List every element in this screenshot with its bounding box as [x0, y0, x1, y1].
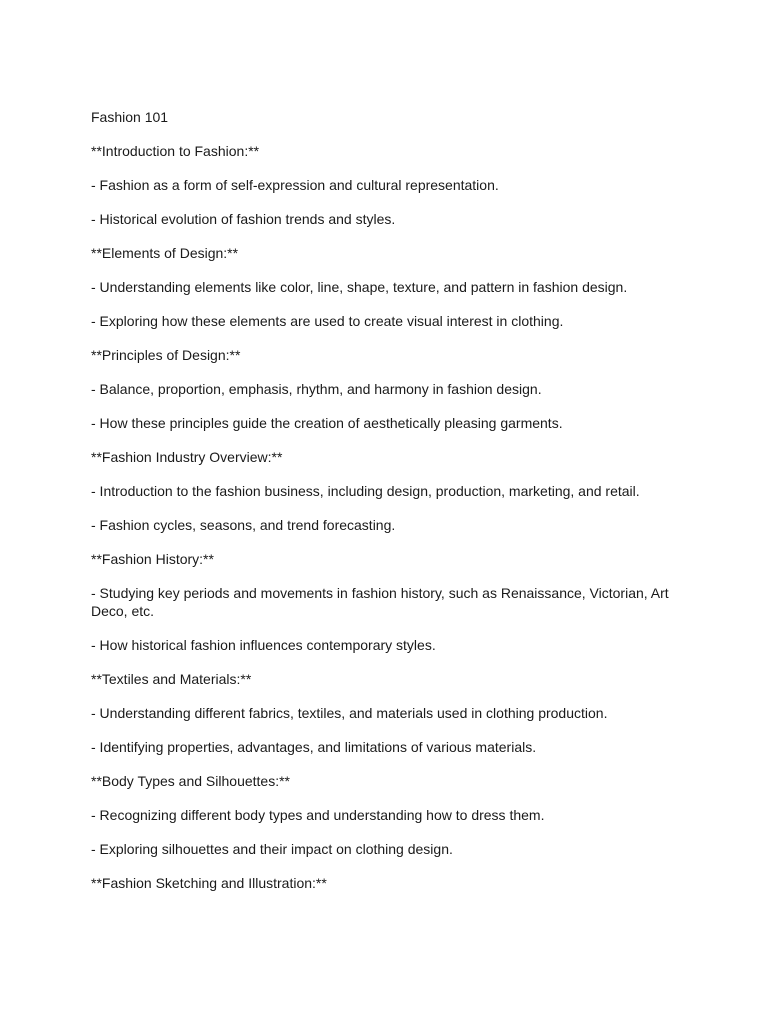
bullet-line: - Exploring silhouettes and their impact on clothing design.: [91, 841, 453, 857]
section-heading-body-types: **Body Types and Silhouettes:**: [91, 773, 290, 789]
bullet-line: - Identifying properties, advantages, and limitations of various materials.: [91, 739, 537, 755]
bullet-line: - Exploring how these elements are used to create visual interest in clothing.: [91, 313, 564, 329]
bullet-line: - How historical fashion influences contemporary styles.: [91, 637, 436, 653]
bullet-line: - Understanding elements like color, line, shape, texture, and pattern in fashion design.: [91, 279, 628, 295]
bullet-line: - Understanding different fabrics, textiles, and materials used in clothing production.: [91, 705, 608, 721]
document-body: [91, 108, 681, 908]
section-heading-sketching: **Fashion Sketching and Illustration:**: [91, 875, 327, 891]
bullet-line: - Fashion cycles, seasons, and trend forecasting.: [91, 517, 396, 533]
section-heading-principles: **Principles of Design:**: [91, 347, 241, 363]
bullet-line: - Historical evolution of fashion trends and styles.: [91, 211, 396, 227]
bullet-line: - Balance, proportion, emphasis, rhythm, and harmony in fashion design.: [91, 381, 542, 397]
section-heading-textiles: **Textiles and Materials:**: [91, 671, 252, 687]
section-heading-history: **Fashion History:**: [91, 551, 214, 567]
section-heading-industry: **Fashion Industry Overview:**: [91, 449, 283, 465]
bullet-line: - Recognizing different body types and understanding how to dress them.: [91, 807, 545, 823]
bullet-line: - Introduction to the fashion business, including design, production, marketing, and retail.: [91, 483, 640, 499]
bullet-line: - Studying key periods and movements in fashion history, such as Renaissance, Victorian, Art Deco, etc.: [91, 585, 669, 619]
bullet-line: - How these principles guide the creation of aesthetically pleasing garments.: [91, 415, 563, 431]
section-heading-introduction: **Introduction to Fashion:**: [91, 143, 260, 159]
section-heading-elements: **Elements of Design:**: [91, 245, 239, 261]
bullet-line: - Fashion as a form of self-expression and cultural representation.: [91, 177, 499, 193]
document-title: Fashion 101: [91, 109, 169, 125]
